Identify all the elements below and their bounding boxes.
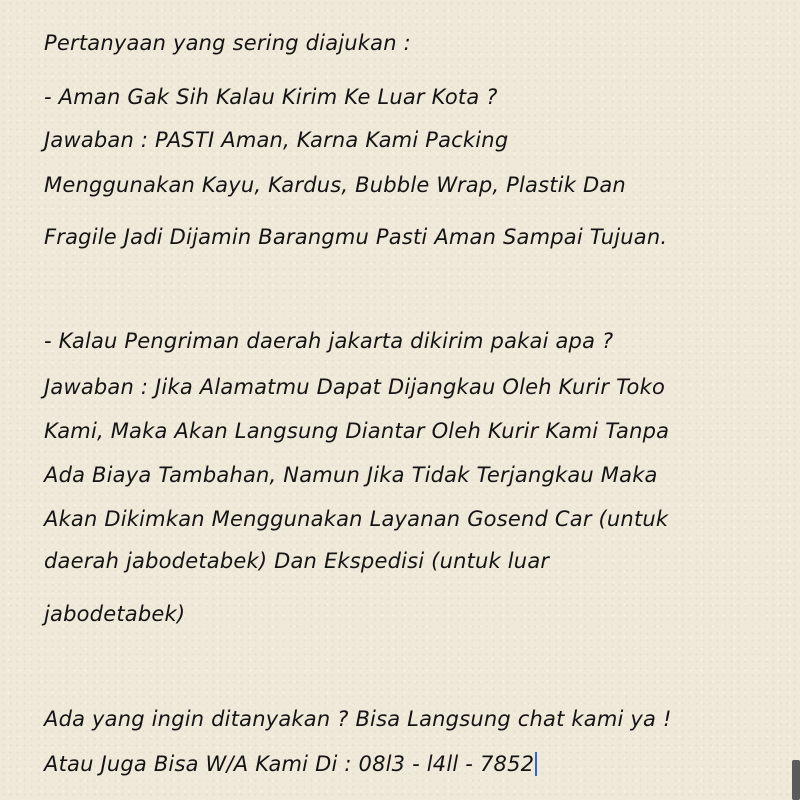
- closing-line-2: [44, 751, 537, 777]
- closing-line-1: Ada yang ingin ditanyakan ? Bisa Langsung chat kami ya !: [44, 707, 672, 731]
- answer-2-line-4: Akan Dikimkan Menggunakan Layanan Gosend Car (untuk: [44, 507, 669, 531]
- answer-2-line-2: Kami, Maka Akan Langsung Diantar Oleh Kurir Kami Tanpa: [44, 419, 670, 443]
- question-1: - Aman Gak Sih Kalau Kirim Ke Luar Kota ?: [44, 85, 498, 109]
- answer-2-line-6: jabodetabek): [44, 602, 186, 626]
- answer-2-line-3: Ada Biaya Tambahan, Namun Jika Tidak Terjangkau Maka: [44, 463, 658, 487]
- answer-2-line-1: Jawaban : Jika Alamatmu Dapat Dijangkau Oleh Kurir Toko: [44, 375, 666, 399]
- answer-1-line-3: Fragile Jadi Dijamin Barangmu Pasti Aman Sampai Tujuan.: [44, 225, 668, 249]
- answer-1-line-1: Jawaban : PASTI Aman, Karna Kami Packing: [44, 128, 509, 152]
- scrollbar-thumb[interactable]: [792, 760, 800, 800]
- closing-line-2-text: Atau Juga Bisa W/A Kami Di : 08l3 - l4ll - 7852: [44, 752, 535, 776]
- question-2: - Kalau Pengriman daerah jakarta dikirim pakai apa ?: [44, 329, 614, 353]
- answer-2-line-5: daerah jabodetabek) Dan Ekspedisi (untuk luar: [44, 549, 550, 573]
- faq-heading: Pertanyaan yang sering diajukan :: [44, 31, 411, 55]
- answer-1-line-2: Menggunakan Kayu, Kardus, Bubble Wrap, Plastik Dan: [44, 173, 626, 197]
- text-cursor: [535, 752, 537, 776]
